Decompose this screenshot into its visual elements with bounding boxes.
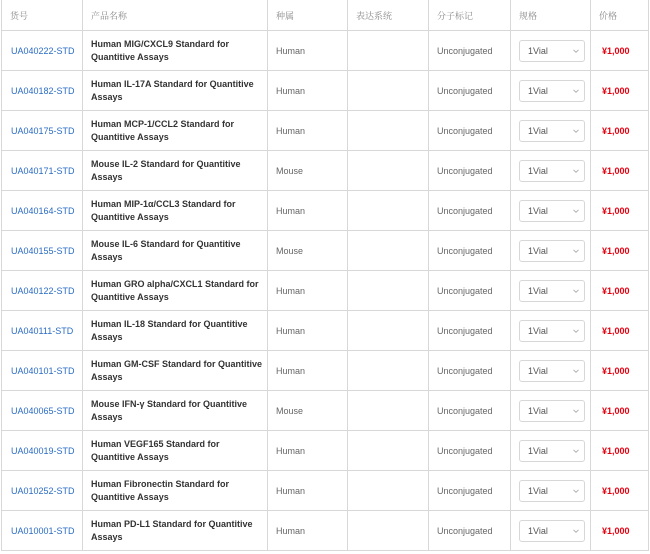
species-cell: Mouse (268, 231, 348, 271)
species-cell: Human (268, 191, 348, 231)
catalog-number-link[interactable]: UA040164-STD (11, 205, 75, 216)
expression-system-cell (348, 151, 429, 191)
table-row (2, 471, 649, 511)
size-select-value: 1Vial (528, 45, 548, 56)
catalog-number-link[interactable]: UA040222-STD (11, 45, 75, 56)
catalog-cell (2, 311, 83, 351)
size-select[interactable] (519, 440, 585, 462)
catalog-cell (2, 231, 83, 271)
size-select-value: 1Vial (528, 205, 548, 216)
chevron-down-icon (572, 367, 580, 375)
price-cell: ¥1,000 (591, 111, 649, 151)
header-species: 种属 (268, 0, 348, 31)
catalog-number-link[interactable]: UA040122-STD (11, 285, 75, 296)
size-cell (511, 511, 591, 551)
table-header-row (2, 0, 649, 31)
expression-system-cell (348, 431, 429, 471)
price-cell: ¥1,000 (591, 191, 649, 231)
species-cell: Human (268, 311, 348, 351)
size-select[interactable] (519, 40, 585, 62)
product-name: Mouse IFN-γ Standard for Quantitive Assays (83, 391, 268, 431)
catalog-cell (2, 431, 83, 471)
size-select-value: 1Vial (528, 485, 548, 496)
expression-system-cell (348, 191, 429, 231)
species-cell: Human (268, 31, 348, 71)
conjugate-cell: Unconjugated (429, 71, 511, 111)
size-cell (511, 391, 591, 431)
size-cell (511, 191, 591, 231)
size-select-value: 1Vial (528, 85, 548, 96)
product-name: Human IL-17A Standard for Quantitive Assays (83, 71, 268, 111)
catalog-cell (2, 111, 83, 151)
species-cell: Human (268, 71, 348, 111)
price-cell: ¥1,000 (591, 231, 649, 271)
table-row (2, 151, 649, 191)
product-name: Mouse IL-6 Standard for Quantitive Assays (83, 231, 268, 271)
species-cell: Mouse (268, 391, 348, 431)
table-row (2, 311, 649, 351)
conjugate-cell: Unconjugated (429, 151, 511, 191)
chevron-down-icon (572, 527, 580, 535)
catalog-number-link[interactable]: UA010252-STD (11, 485, 75, 496)
price-cell: ¥1,000 (591, 511, 649, 551)
species-cell: Human (268, 111, 348, 151)
price-cell: ¥1,000 (591, 431, 649, 471)
header-price: 价格 (591, 0, 649, 31)
expression-system-cell (348, 231, 429, 271)
header-size: 规格 (511, 0, 591, 31)
catalog-number-link[interactable]: UA040065-STD (11, 405, 75, 416)
catalog-number-link[interactable]: UA040019-STD (11, 445, 75, 456)
price-cell: ¥1,000 (591, 151, 649, 191)
header-conjugate: 分子标记 (429, 0, 511, 31)
size-select[interactable] (519, 320, 585, 342)
price-cell: ¥1,000 (591, 31, 649, 71)
size-cell (511, 431, 591, 471)
conjugate-cell: Unconjugated (429, 231, 511, 271)
table-row (2, 111, 649, 151)
catalog-cell (2, 351, 83, 391)
size-select-value: 1Vial (528, 405, 548, 416)
table-row (2, 391, 649, 431)
species-cell: Human (268, 271, 348, 311)
header-product-name: 产品名称 (83, 0, 268, 31)
expression-system-cell (348, 71, 429, 111)
table-row (2, 31, 649, 71)
size-select[interactable] (519, 200, 585, 222)
catalog-cell (2, 391, 83, 431)
expression-system-cell (348, 271, 429, 311)
product-name: Mouse IL-2 Standard for Quantitive Assays (83, 151, 268, 191)
size-select-value: 1Vial (528, 245, 548, 256)
catalog-cell (2, 511, 83, 551)
product-name: Human MIP-1α/CCL3 Standard for Quantitive Assays (83, 191, 268, 231)
size-select-value: 1Vial (528, 365, 548, 376)
expression-system-cell (348, 391, 429, 431)
chevron-down-icon (572, 247, 580, 255)
size-cell (511, 71, 591, 111)
size-select-value: 1Vial (528, 525, 548, 536)
size-select-value: 1Vial (528, 125, 548, 136)
expression-system-cell (348, 351, 429, 391)
size-select[interactable] (519, 360, 585, 382)
conjugate-cell: Unconjugated (429, 271, 511, 311)
chevron-down-icon (572, 327, 580, 335)
catalog-cell (2, 71, 83, 111)
size-select-value: 1Vial (528, 445, 548, 456)
catalog-number-link[interactable]: UA040171-STD (11, 165, 75, 176)
product-name: Human VEGF165 Standard for Quantitive Assays (83, 431, 268, 471)
species-cell: Mouse (268, 151, 348, 191)
chevron-down-icon (572, 207, 580, 215)
catalog-number-link[interactable]: UA040182-STD (11, 85, 75, 96)
conjugate-cell: Unconjugated (429, 431, 511, 471)
size-cell (511, 31, 591, 71)
chevron-down-icon (572, 127, 580, 135)
expression-system-cell (348, 511, 429, 551)
conjugate-cell: Unconjugated (429, 511, 511, 551)
product-table (1, 0, 649, 551)
catalog-number-link[interactable]: UA040101-STD (11, 365, 75, 376)
expression-system-cell (348, 31, 429, 71)
catalog-number-link[interactable]: UA040155-STD (11, 245, 75, 256)
conjugate-cell: Unconjugated (429, 191, 511, 231)
price-cell: ¥1,000 (591, 71, 649, 111)
product-name: Human MCP-1/CCL2 Standard for Quantitive Assays (83, 111, 268, 151)
price-cell: ¥1,000 (591, 271, 649, 311)
table-row (2, 71, 649, 111)
table-row (2, 231, 649, 271)
size-select-value: 1Vial (528, 285, 548, 296)
expression-system-cell (348, 471, 429, 511)
size-select[interactable] (519, 280, 585, 302)
chevron-down-icon (572, 407, 580, 415)
size-select[interactable] (519, 400, 585, 422)
catalog-cell (2, 31, 83, 71)
size-select[interactable] (519, 160, 585, 182)
table-row (2, 511, 649, 551)
conjugate-cell: Unconjugated (429, 31, 511, 71)
header-catalog-no: 货号 (2, 0, 83, 31)
species-cell: Human (268, 511, 348, 551)
species-cell: Human (268, 471, 348, 511)
product-name: Human PD-L1 Standard for Quantitive Assays (83, 511, 268, 551)
chevron-down-icon (572, 47, 580, 55)
species-cell: Human (268, 351, 348, 391)
price-cell: ¥1,000 (591, 391, 649, 431)
catalog-cell (2, 271, 83, 311)
size-select[interactable] (519, 120, 585, 142)
chevron-down-icon (572, 287, 580, 295)
header-expression-system: 表达系统 (348, 0, 429, 31)
size-select-value: 1Vial (528, 165, 548, 176)
conjugate-cell: Unconjugated (429, 471, 511, 511)
product-name: Human MIG/CXCL9 Standard for Quantitive Assays (83, 31, 268, 71)
size-select[interactable] (519, 80, 585, 102)
catalog-cell (2, 151, 83, 191)
product-name: Human GRO alpha/CXCL1 Standard for Quantitive Assays (83, 271, 268, 311)
size-select[interactable] (519, 240, 585, 262)
size-cell (511, 471, 591, 511)
size-cell (511, 271, 591, 311)
catalog-number-link[interactable]: UA040175-STD (11, 125, 75, 136)
size-select[interactable] (519, 480, 585, 502)
table-row (2, 431, 649, 471)
product-name: Human Fibronectin Standard for Quantitive Assays (83, 471, 268, 511)
price-cell: ¥1,000 (591, 311, 649, 351)
size-cell (511, 351, 591, 391)
conjugate-cell: Unconjugated (429, 111, 511, 151)
conjugate-cell: Unconjugated (429, 311, 511, 351)
conjugate-cell: Unconjugated (429, 391, 511, 431)
product-name: Human GM-CSF Standard for Quantitive Assays (83, 351, 268, 391)
size-select[interactable] (519, 520, 585, 542)
species-cell: Human (268, 431, 348, 471)
catalog-cell (2, 471, 83, 511)
size-cell (511, 231, 591, 271)
size-cell (511, 311, 591, 351)
chevron-down-icon (572, 87, 580, 95)
conjugate-cell: Unconjugated (429, 351, 511, 391)
chevron-down-icon (572, 167, 580, 175)
catalog-number-link[interactable]: UA010001-STD (11, 525, 75, 536)
expression-system-cell (348, 311, 429, 351)
price-cell: ¥1,000 (591, 351, 649, 391)
catalog-cell (2, 191, 83, 231)
chevron-down-icon (572, 447, 580, 455)
expression-system-cell (348, 111, 429, 151)
chevron-down-icon (572, 487, 580, 495)
table-row (2, 271, 649, 311)
table-row (2, 191, 649, 231)
size-select-value: 1Vial (528, 325, 548, 336)
size-cell (511, 151, 591, 191)
table-row (2, 351, 649, 391)
size-cell (511, 111, 591, 151)
product-name: Human IL-18 Standard for Quantitive Assays (83, 311, 268, 351)
price-cell: ¥1,000 (591, 471, 649, 511)
catalog-number-link[interactable]: UA040111-STD (11, 325, 74, 336)
